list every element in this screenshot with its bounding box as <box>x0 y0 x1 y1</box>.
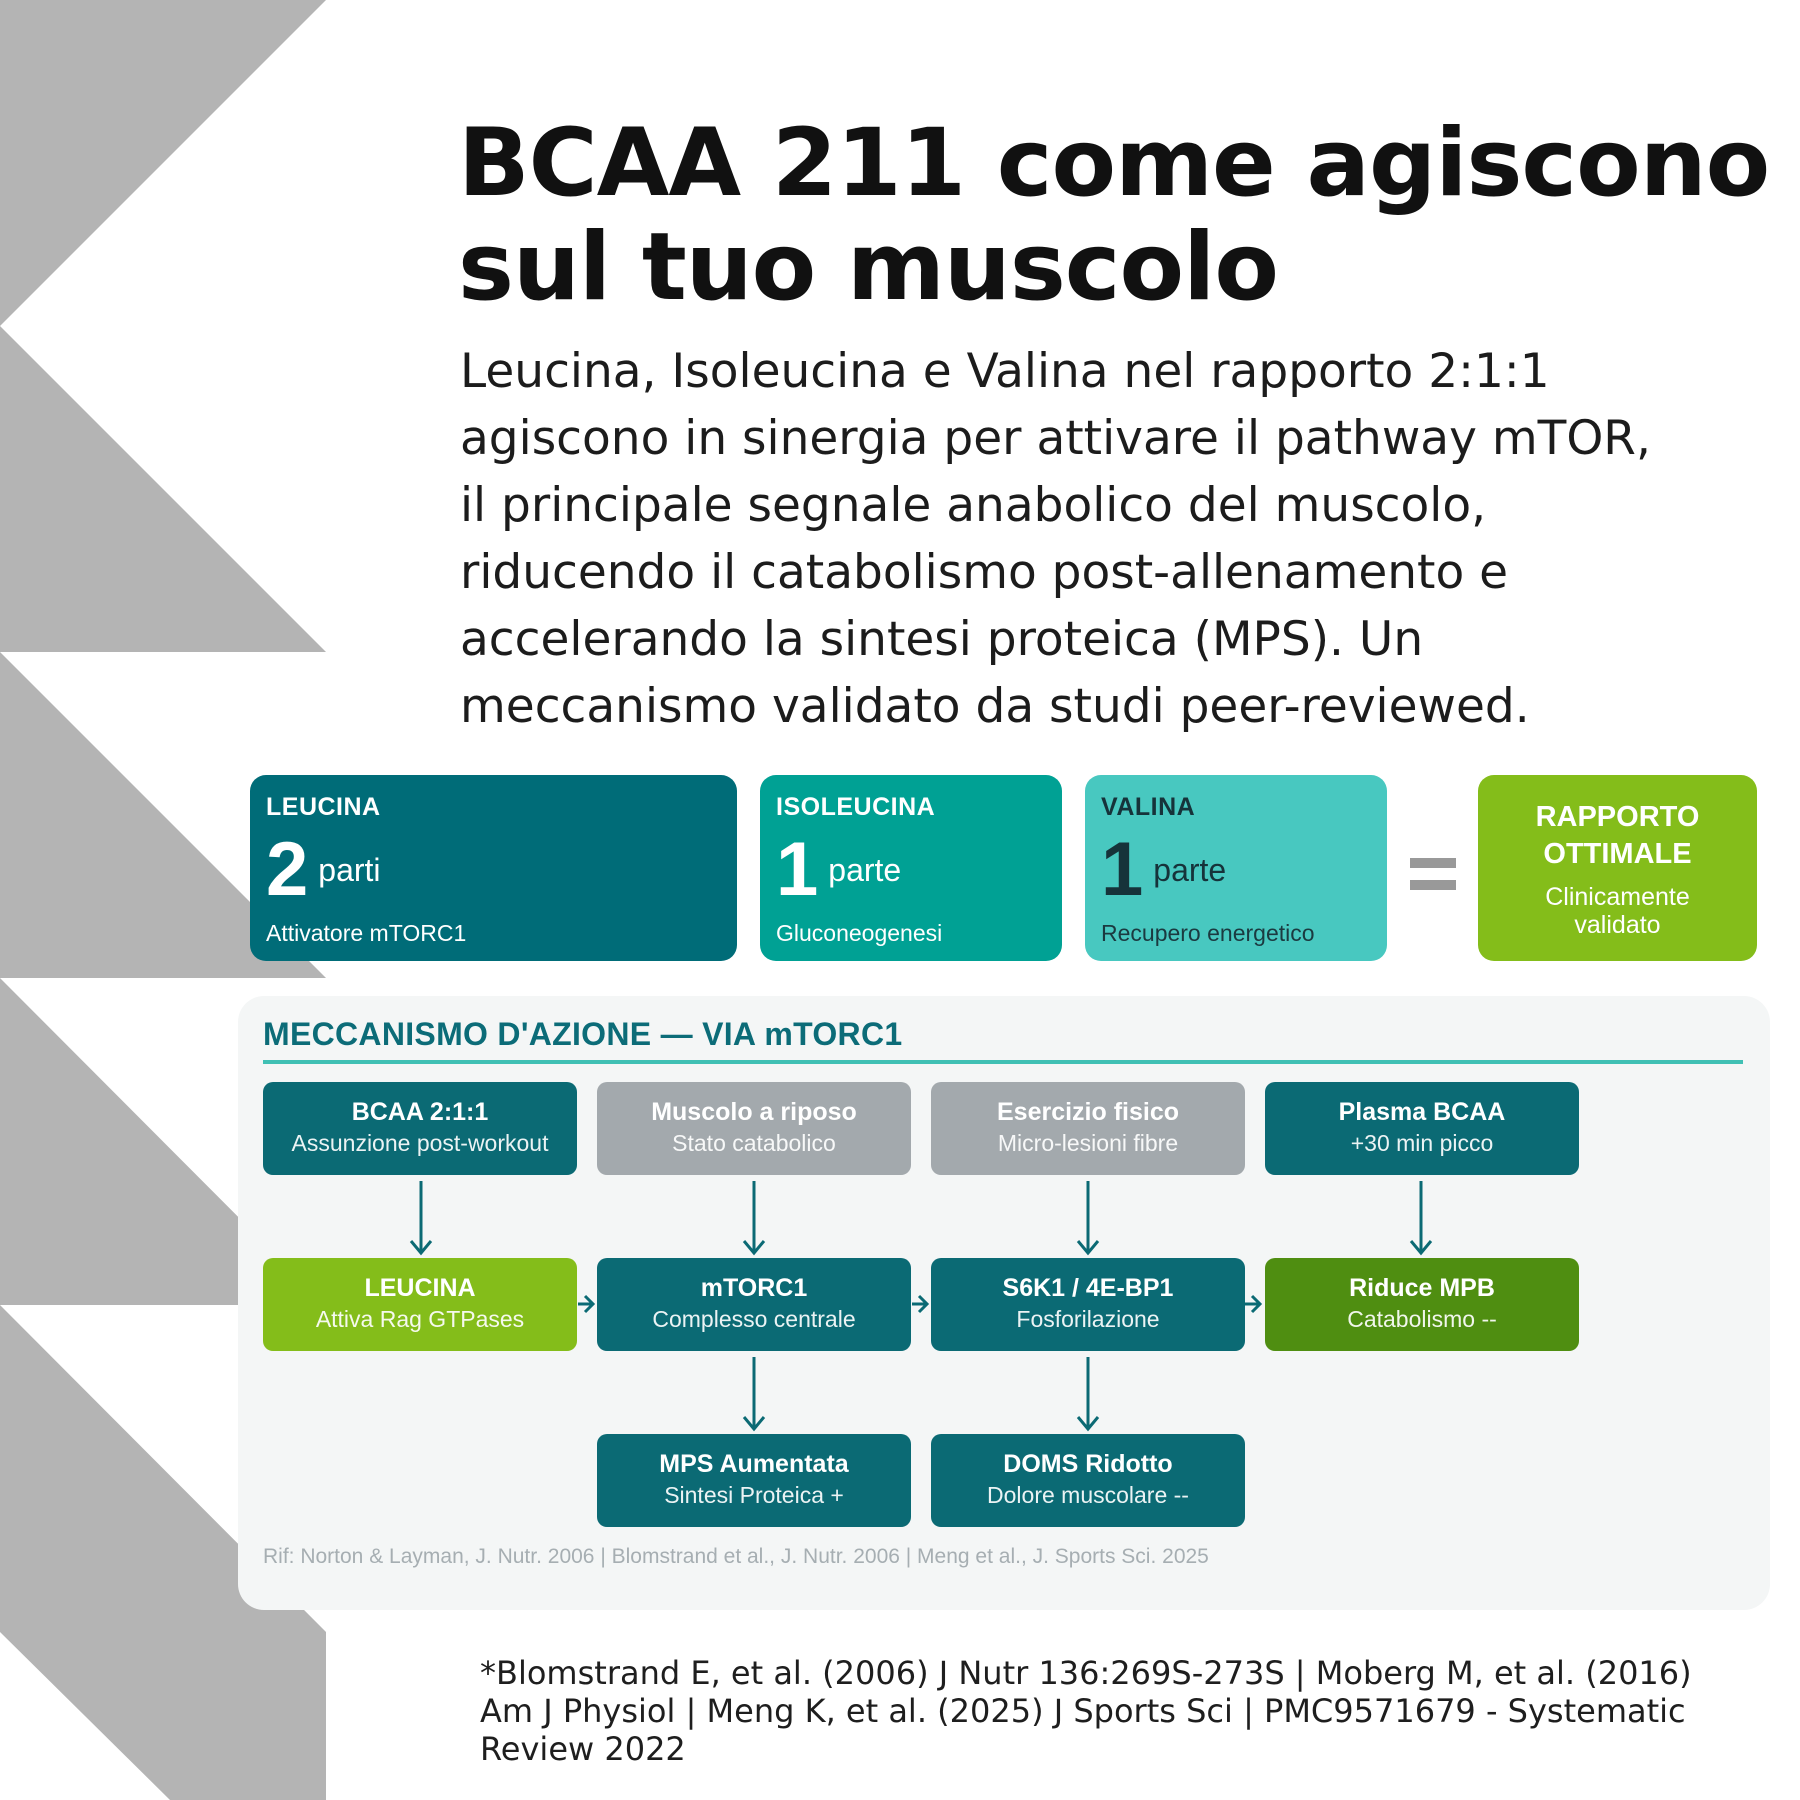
footnote-line: Am J Physiol | Meng K, et al. (2025) J Sports Sci | PMC9571679 - Systematic <box>480 1692 1686 1730</box>
arrow-down-icon <box>1411 1181 1431 1253</box>
page-title <box>458 109 1778 322</box>
flow-step-title: DOMS Ridotto <box>1003 1450 1173 1478</box>
flow-step-title: MPS Aumentata <box>659 1450 849 1478</box>
flow-step-subtitle: Sintesi Proteica + <box>664 1482 844 1508</box>
card-unit: parti <box>318 851 381 888</box>
equals-icon <box>1410 858 1456 898</box>
flow-step-leucina <box>263 1258 577 1351</box>
intro-line: riducendo il catabolismo post-allenamento e <box>460 545 1509 600</box>
title-line-1: BCAA 211 come agiscono <box>458 109 1770 218</box>
card-quantity <box>776 827 1046 912</box>
card-name: ISOLEUCINA <box>776 793 936 821</box>
mechanism-title: MECCANISMO D'AZIONE — VIA mTORC1 <box>263 1016 903 1052</box>
flow-step-s6k1 <box>931 1258 1245 1351</box>
card-unit: parte <box>1153 851 1227 888</box>
card-number: 1 <box>776 827 819 912</box>
card-description: Recupero energetico <box>1101 920 1315 946</box>
flow-step-subtitle: Stato catabolico <box>672 1130 836 1156</box>
flow-step-subtitle: Micro-lesioni fibre <box>997 1130 1179 1156</box>
flow-step-title: S6K1 / 4E-BP1 <box>1002 1274 1174 1302</box>
flow-step-subtitle: Assunzione post-workout <box>291 1130 549 1156</box>
flow-step-subtitle: Attiva Rag GTPases <box>315 1306 525 1332</box>
arrow-down-icon <box>411 1181 431 1253</box>
card-name: VALINA <box>1101 793 1196 821</box>
arrow-down-icon <box>1078 1357 1098 1429</box>
arrow-right-icon <box>1245 1296 1260 1312</box>
flow-step-subtitle: +30 min picco <box>1350 1130 1494 1156</box>
flow-step-exercise <box>931 1082 1245 1175</box>
footnote-line: Review 2022 <box>480 1730 686 1768</box>
flow-step-title: BCAA 2:1:1 <box>351 1098 489 1126</box>
footnote-citations <box>480 1654 1740 1768</box>
intro-line: agiscono in sinergia per attivare il pathway mTOR, <box>460 411 1651 466</box>
flow-step-subtitle: Complesso centrale <box>652 1306 856 1332</box>
intro-line: meccanismo validato da studi peer-reviewed. <box>460 679 1530 734</box>
flow-step-title: Muscolo a riposo <box>651 1098 857 1126</box>
flow-step-doms <box>931 1434 1245 1527</box>
valina-ratio-card <box>1085 775 1387 961</box>
mechanism-divider <box>263 1060 1743 1064</box>
intro-line: accelerando la sintesi proteica (MPS). Un <box>460 612 1424 667</box>
card-unit: parte <box>828 851 902 888</box>
flow-step-subtitle: Catabolismo -- <box>1347 1306 1497 1332</box>
flow-step-title: LEUCINA <box>364 1274 476 1302</box>
flow-step-subtitle: Fosforilazione <box>1016 1306 1160 1332</box>
card-quantity <box>1101 827 1371 912</box>
leucina-ratio-card <box>250 775 737 961</box>
flow-step-mps <box>597 1434 911 1527</box>
arrow-right-icon <box>912 1296 927 1312</box>
flow-step-title: mTORC1 <box>700 1274 808 1302</box>
mechanism-panel <box>238 996 1770 1610</box>
ratio-result-card <box>1478 775 1757 961</box>
arrow-down-icon <box>744 1357 764 1429</box>
title-line-2: sul tuo muscolo <box>458 213 1278 322</box>
flow-step-plasma-bcaa <box>1265 1082 1579 1175</box>
flow-step-title: Esercizio fisico <box>996 1098 1180 1126</box>
intro-line: Leucina, Isoleucina e Valina nel rapporto 2:1:1 <box>460 344 1550 399</box>
isoleucina-ratio-card <box>760 775 1062 961</box>
intro-paragraph <box>460 338 1760 740</box>
intro-line: il principale segnale anabolico del muscolo, <box>460 478 1487 533</box>
ratio-result-subtitle: Clinicamente validato <box>1545 883 1690 939</box>
card-description: Gluconeogenesi <box>776 920 943 946</box>
flow-step-title: Plasma BCAA <box>1338 1098 1506 1126</box>
footnote-line: *Blomstrand E, et al. (2006) J Nutr 136:269S-273S | Moberg M, et al. (2016) <box>480 1654 1692 1692</box>
card-number: 2 <box>266 827 309 912</box>
mechanism-references: Rif: Norton & Layman, J. Nutr. 2006 | Blomstrand et al., J. Nutr. 2006 | Meng et al., J. Sports Sci. 2025 <box>263 1545 1209 1568</box>
card-number: 1 <box>1101 827 1144 912</box>
flow-step-title: Riduce MPB <box>1349 1274 1495 1302</box>
flow-step-subtitle: Dolore muscolare -- <box>987 1482 1189 1508</box>
flow-step-bcaa <box>263 1082 577 1175</box>
arrow-down-icon <box>1078 1181 1098 1253</box>
arrow-down-icon <box>744 1181 764 1253</box>
flow-step-reduce-mpb <box>1265 1258 1579 1351</box>
arrow-right-icon <box>578 1296 593 1312</box>
flow-step-muscle-rest <box>597 1082 911 1175</box>
card-description: Attivatore mTORC1 <box>266 920 467 946</box>
card-quantity <box>266 827 721 912</box>
card-name: LEUCINA <box>266 793 381 821</box>
ratio-result-title: RAPPORTO OTTIMALE <box>1535 801 1700 870</box>
flow-step-mtorc1 <box>597 1258 911 1351</box>
